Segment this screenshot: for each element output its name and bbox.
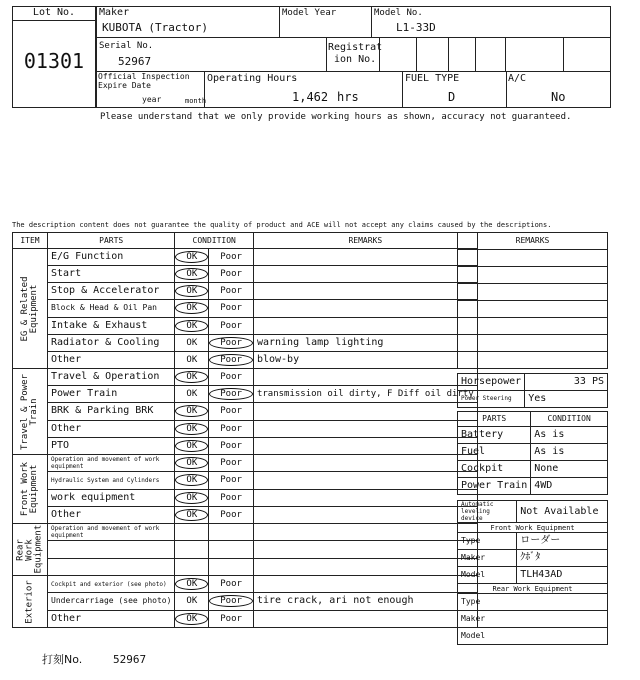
item-group-label: Front Work Equipment <box>20 461 39 517</box>
ok-cell <box>175 334 209 351</box>
ok-cell <box>175 472 209 489</box>
remark-cell <box>253 489 477 506</box>
table-row <box>13 558 478 575</box>
ok-cell <box>175 541 209 558</box>
parts-row <box>458 461 608 478</box>
lot-no-label: Lot No. <box>32 7 76 18</box>
part-name: E/G Function <box>48 249 175 266</box>
part-name: Block & Head & Oil Pan <box>48 300 175 317</box>
horsepower-value: 33 PS <box>525 374 608 391</box>
poor-cell <box>209 249 254 266</box>
poor-cell <box>209 334 254 351</box>
remark-cell: warning lamp lighting <box>253 334 477 351</box>
part-name: Other <box>48 351 175 368</box>
remarks-line <box>458 335 608 352</box>
ok-cell <box>175 610 209 627</box>
poor-cell <box>209 351 254 368</box>
col-item-header: ITEM <box>13 233 48 249</box>
remark-cell <box>253 472 477 489</box>
poor-cell <box>209 558 254 575</box>
poor-cell <box>209 541 254 558</box>
item-group-cell <box>13 576 48 628</box>
poor-option: Poor <box>220 440 242 451</box>
ac-label: A/C <box>508 73 527 84</box>
rear-maker-label: Maker <box>458 611 608 628</box>
ok-circled: OK <box>175 251 208 263</box>
part-name: Start <box>48 266 175 283</box>
parts-row <box>458 427 608 444</box>
remarks-line <box>458 284 608 301</box>
part-name: Hydraulic System and Cylinders <box>48 472 175 489</box>
table-row <box>13 576 478 593</box>
parts-name: Power Train <box>458 478 531 495</box>
month-label: month <box>185 97 207 105</box>
poor-option: Poor <box>220 320 242 331</box>
ok-cell <box>175 524 209 541</box>
header-vline <box>506 71 507 108</box>
table-row <box>13 300 478 317</box>
poor-circled: Poor <box>209 595 253 607</box>
auto-level-label: Automatic leveling device <box>458 501 517 523</box>
remark-cell <box>253 455 477 472</box>
year-label: year <box>142 95 162 104</box>
parts-name: Cockpit <box>458 461 531 478</box>
remark-cell: tire crack, ari not enough <box>253 593 477 610</box>
poor-cell <box>209 489 254 506</box>
ok-cell <box>175 403 209 420</box>
ok-circled: OK <box>175 457 208 469</box>
rear-type-label: Type <box>458 594 608 611</box>
item-group-label: Travel & Power Train <box>20 373 39 450</box>
poor-cell <box>209 369 254 386</box>
ok-option: OK <box>186 354 198 365</box>
table-row <box>13 317 478 334</box>
lot-divider <box>12 20 96 21</box>
remark-cell <box>253 249 477 266</box>
ok-circled: OK <box>175 405 208 417</box>
inspection-label-2: Expire Date <box>98 81 151 90</box>
poor-cell <box>209 386 254 403</box>
rear-equipment-header: Rear Work Equipment <box>458 584 608 594</box>
part-name: Travel & Operation <box>48 369 175 386</box>
ok-circled: OK <box>175 613 208 625</box>
poor-circled: Poor <box>209 388 253 400</box>
lot-no: 01301 <box>23 49 85 73</box>
ok-cell <box>175 455 209 472</box>
poor-option: Poor <box>220 475 242 486</box>
front-model-label: Model <box>458 567 517 584</box>
hours-notice: Please understand that we only provide working hours as shown, accuracy not guaranteed. <box>100 112 572 122</box>
poor-option: Poor <box>220 269 242 280</box>
table-row <box>13 489 478 506</box>
remark-cell <box>253 506 477 523</box>
item-group-label: Rear Work Equipment <box>15 524 44 573</box>
part-name: Other <box>48 420 175 437</box>
poor-option: Poor <box>220 252 242 263</box>
parts-row <box>458 444 608 461</box>
part-name: work equipment <box>48 489 175 506</box>
header-vline <box>326 37 327 71</box>
poor-option: Poor <box>220 579 242 590</box>
ok-circled: OK <box>175 268 208 280</box>
poor-option: Poor <box>220 613 242 624</box>
description-notice: The description content does not guarantee the quality of product and ACE will not accept any claims caused by the descriptions. <box>12 221 552 229</box>
condition-header: CONDITION <box>531 412 608 427</box>
front-maker-value: ｸﾎﾞﾀ <box>517 550 608 567</box>
part-name: Radiator & Cooling <box>48 334 175 351</box>
ok-option: OK <box>186 596 198 607</box>
parts-header: PARTS <box>458 412 531 427</box>
horsepower-label: Horsepower <box>458 374 525 391</box>
table-row <box>13 266 478 283</box>
parts-value: 4WD <box>531 478 608 495</box>
ok-circled: OK <box>175 285 208 297</box>
inspection-label-1: Official Inspection <box>98 72 190 81</box>
poor-cell <box>209 472 254 489</box>
remark-cell <box>253 524 477 541</box>
ok-cell <box>175 593 209 610</box>
parts-name: Fuel <box>458 444 531 461</box>
poor-option: Poor <box>220 458 242 469</box>
poor-cell <box>209 403 254 420</box>
remarks-line <box>458 318 608 335</box>
fuel-label: FUEL TYPE <box>405 73 460 84</box>
poor-circled: Poor <box>209 337 253 349</box>
poor-cell <box>209 300 254 317</box>
ok-circled: OK <box>175 320 208 332</box>
table-row <box>13 524 478 541</box>
ok-circled: OK <box>175 474 208 486</box>
poor-cell <box>209 610 254 627</box>
rear-model-label: Model <box>458 628 608 645</box>
hours-unit: hrs <box>337 90 359 104</box>
part-name <box>48 541 175 558</box>
ok-cell <box>175 437 209 454</box>
serial-value: 52967 <box>118 55 152 68</box>
ok-circled: OK <box>175 440 208 452</box>
item-group-label: EG & Related Equipment <box>20 275 39 342</box>
ok-cell <box>175 351 209 368</box>
poor-cell <box>209 576 254 593</box>
equipment-table <box>457 500 608 645</box>
remark-cell <box>253 283 477 300</box>
remark-cell <box>253 266 477 283</box>
header-vline <box>448 37 449 71</box>
remark-cell <box>253 437 477 454</box>
poor-option: Poor <box>220 372 242 383</box>
part-name: Operation and movement of work equipment <box>48 524 175 541</box>
header-vline <box>416 37 417 71</box>
maker-value: KUBOTA (Tractor) <box>102 21 208 34</box>
ok-cell <box>175 283 209 300</box>
parts-value: None <box>531 461 608 478</box>
ok-cell <box>175 420 209 437</box>
specs-table <box>457 373 608 408</box>
ok-circled: OK <box>175 371 208 383</box>
part-name: Operation and movement of work equipment <box>48 455 175 472</box>
part-name: Cockpit and exterior (see photo) <box>48 576 175 593</box>
remark-cell <box>253 420 477 437</box>
poor-cell <box>209 593 254 610</box>
header-vline <box>402 71 403 108</box>
remarks-line <box>458 352 608 369</box>
part-name: Intake & Exhaust <box>48 317 175 334</box>
remark-cell <box>253 403 477 420</box>
remarks-line <box>458 267 608 284</box>
remark-cell: transmission oil dirty, F Diff oil dirty <box>253 386 477 403</box>
part-name <box>48 558 175 575</box>
remark-cell <box>253 576 477 593</box>
ok-cell <box>175 506 209 523</box>
poor-option: Poor <box>220 492 242 503</box>
poor-option: Poor <box>220 406 242 417</box>
maker-label: Maker <box>99 7 130 18</box>
poor-cell <box>209 266 254 283</box>
table-row <box>13 351 478 368</box>
table-row <box>13 283 478 300</box>
table-row <box>13 506 478 523</box>
part-name: PTO <box>48 437 175 454</box>
ok-cell <box>175 369 209 386</box>
remarks-table <box>457 232 608 369</box>
parts-name: Battery <box>458 427 531 444</box>
table-row <box>13 593 478 610</box>
stamp-label: 打刻No. <box>42 653 83 666</box>
header-vline <box>279 6 280 37</box>
front-equipment-header: Front Work Equipment <box>458 523 608 533</box>
poor-option: Poor <box>220 303 242 314</box>
model-no-value: L1-33D <box>396 21 436 34</box>
header-vline <box>475 37 476 71</box>
serial-label: Serial No. <box>99 41 154 51</box>
ok-cell <box>175 317 209 334</box>
poor-option: Poor <box>220 286 242 297</box>
table-row <box>13 610 478 627</box>
parts-value: As is <box>531 427 608 444</box>
table-row <box>13 249 478 266</box>
item-group-cell <box>13 455 48 524</box>
item-group-cell <box>13 369 48 455</box>
hours-label: Operating Hours <box>207 73 298 84</box>
poor-cell <box>209 524 254 541</box>
poor-option: Poor <box>220 509 242 520</box>
poor-option: Poor <box>220 423 242 434</box>
poor-cell <box>209 455 254 472</box>
auto-level-value: Not Available <box>517 501 608 523</box>
remarks-line <box>458 301 608 318</box>
registration-label-1: Registrat <box>328 42 383 53</box>
table-row <box>13 386 478 403</box>
ok-circled: OK <box>175 302 208 314</box>
parts-value: As is <box>531 444 608 461</box>
poor-cell <box>209 283 254 300</box>
table-row <box>13 455 478 472</box>
front-type-value: ローダー <box>517 533 608 550</box>
remark-cell <box>253 300 477 317</box>
part-name: Other <box>48 506 175 523</box>
ok-option: OK <box>186 337 198 348</box>
ok-option: OK <box>186 389 198 400</box>
ok-cell <box>175 386 209 403</box>
front-model-value: TLH43AD <box>517 567 608 584</box>
model-no-label: Model No. <box>374 8 423 18</box>
ok-circled: OK <box>175 492 208 504</box>
remarks-header: REMARKS <box>458 233 608 250</box>
table-row <box>13 541 478 558</box>
header-vline <box>505 37 506 71</box>
ok-cell <box>175 300 209 317</box>
front-type-label: Type <box>458 533 517 550</box>
ok-cell <box>175 489 209 506</box>
ok-circled: OK <box>175 423 208 435</box>
registration-label-2: ion No. <box>334 54 377 65</box>
part-name: Stop & Accelerator <box>48 283 175 300</box>
hours-value: 1,462 <box>292 90 329 104</box>
header-line-1 <box>96 37 611 38</box>
col-condition-header: CONDITION <box>175 233 254 249</box>
table-row <box>13 472 478 489</box>
remark-cell <box>253 610 477 627</box>
poor-circled: Poor <box>209 354 253 366</box>
ok-cell <box>175 576 209 593</box>
item-group-label: Exterior <box>24 579 35 624</box>
header-vline <box>371 6 372 37</box>
fuel-value: D <box>448 90 456 104</box>
ok-cell <box>175 266 209 283</box>
part-name: Undercarriage (see photo) <box>48 593 175 610</box>
ok-cell <box>175 558 209 575</box>
part-name: Other <box>48 610 175 627</box>
part-name: BRK & Parking BRK <box>48 403 175 420</box>
poor-cell <box>209 437 254 454</box>
remarks-line <box>458 250 608 267</box>
table-row <box>13 369 478 386</box>
item-group-cell <box>13 249 48 369</box>
model-year-label: Model Year <box>282 8 337 18</box>
poor-cell <box>209 506 254 523</box>
table-row <box>13 334 478 351</box>
table-row <box>13 420 478 437</box>
power-steering-label: Power Steering <box>458 391 525 408</box>
power-steering-value: Yes <box>525 391 608 408</box>
remark-cell <box>253 541 477 558</box>
condition-table <box>12 232 478 628</box>
header-vline <box>563 37 564 71</box>
stamp-number: 52967 <box>113 653 147 666</box>
parts-row <box>458 478 608 495</box>
part-name: Power Train <box>48 386 175 403</box>
remark-cell <box>253 317 477 334</box>
parts-condition-table <box>457 411 608 495</box>
ac-value: No <box>551 90 566 104</box>
front-maker-label: Maker <box>458 550 517 567</box>
poor-cell <box>209 420 254 437</box>
remark-cell <box>253 369 477 386</box>
remark-cell: blow-by <box>253 351 477 368</box>
ok-circled: OK <box>175 578 208 590</box>
col-remarks-header: REMARKS <box>253 233 477 249</box>
table-row <box>13 403 478 420</box>
item-group-cell <box>13 524 48 576</box>
poor-cell <box>209 317 254 334</box>
ok-cell <box>175 249 209 266</box>
remark-cell <box>253 558 477 575</box>
ok-circled: OK <box>175 509 208 521</box>
col-parts-header: PARTS <box>48 233 175 249</box>
table-row <box>13 437 478 454</box>
